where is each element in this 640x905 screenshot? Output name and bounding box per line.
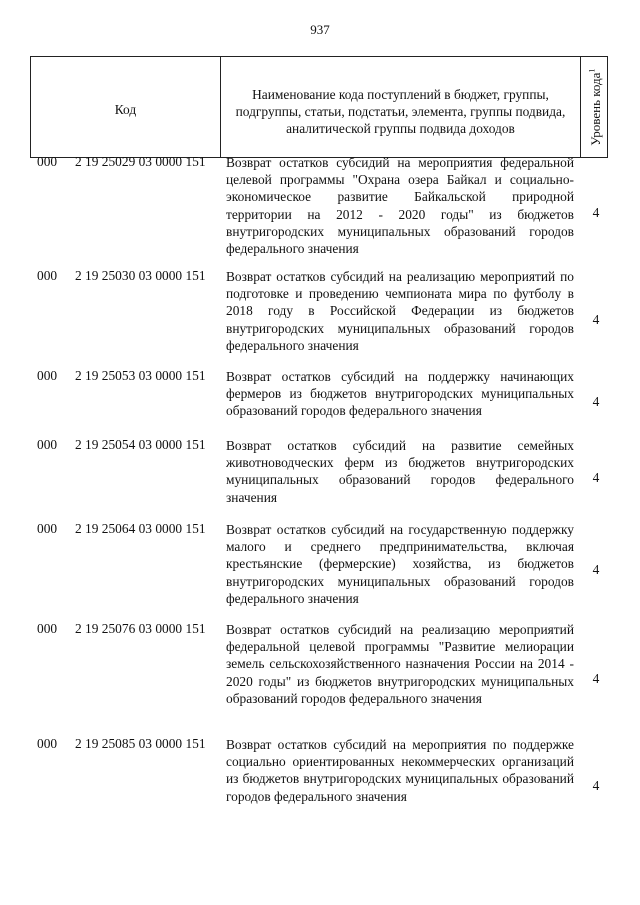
code-level: 4 [592, 671, 600, 686]
revenue-name: Возврат остатков субсидий на мероприятия по поддержке социально ориентированных некоммерческих организаций из бюджетов внутригородских муниципальных образований городов федерального значения [226, 737, 574, 804]
header-level-footnote: 1 [587, 68, 597, 73]
header-level-cell [582, 57, 609, 157]
revenue-name: Возврат остатков субсидий на государственную поддержку малого и среднего предпринимательства, включая крестьянские (фермерские) хозяйства, из бюджетов внутригородских муниципальных образований городов федерального значения [226, 522, 574, 606]
revenue-code: 2 19 25076 03 0000 151 [75, 621, 206, 636]
table-row [30, 621, 608, 717]
revenue-name: Возврат остатков субсидий на реализацию мероприятий по подготовке и проведению чемпионата мира по футболу в 2018 году в Российской Федерации из бюджетов внутригородских муниципальных образований городов федерального значения [226, 269, 574, 353]
admin-code: 000 [37, 268, 58, 283]
code-level: 4 [592, 470, 600, 485]
revenue-name: Возврат остатков субсидий на поддержку начинающих фермеров из бюджетов внутригородских муниципальных образований городов федерального значения [226, 369, 574, 419]
revenue-code: 2 19 25030 03 0000 151 [75, 268, 206, 283]
table-row [30, 521, 608, 606]
header-code: Код [31, 57, 221, 157]
revenue-code: 2 19 25053 03 0000 151 [75, 368, 206, 383]
revenue-code: 2 19 25064 03 0000 151 [75, 521, 206, 536]
revenue-name: Возврат остатков субсидий на мероприятия федеральной целевой программы "Охрана озера Байкал и социально-экономическое развитие Байкальской природной территории на 2012 - 2020 годы" из бюджетов внутригородских муниципальных образований городов федерального значения [226, 155, 574, 257]
table-row [30, 268, 608, 353]
table-row [30, 368, 608, 419]
revenue-code: 2 19 25054 03 0000 151 [75, 437, 206, 452]
admin-code: 000 [37, 521, 58, 536]
admin-code: 000 [37, 621, 58, 636]
table-header [30, 56, 608, 158]
admin-code: 000 [37, 736, 58, 751]
admin-code: 000 [37, 368, 58, 383]
revenue-name: Возврат остатков субсидий на реализацию мероприятий федеральной целевой программы "Развитие мелиорации земель сельскохозяйственного назначения России на 2014 - 2020 годы" из бюджетов внутригородских муниципальных образований городов федерального значения [226, 622, 574, 706]
code-level: 4 [592, 205, 600, 220]
table-row [30, 437, 608, 505]
revenue-code: 2 19 25029 03 0000 151 [75, 154, 206, 169]
header-name: Наименование кода поступлений в бюджет, группы, подгруппы, статьи, подстатьи, элемента, группы подвида, аналитической группы подвида доходов [221, 57, 581, 157]
table-row [30, 736, 608, 816]
code-level: 4 [592, 394, 600, 409]
admin-code: 000 [37, 437, 58, 452]
code-level: 4 [592, 778, 600, 793]
revenue-codes-table [30, 56, 608, 804]
table-row [30, 154, 608, 257]
revenue-name: Возврат остатков субсидий на развитие семейных животноводческих ферм из бюджетов внутригородских муниципальных образований городов федерального значения [226, 438, 574, 505]
code-level: 4 [592, 562, 600, 577]
page-number: 937 [310, 22, 330, 37]
code-level: 4 [592, 312, 600, 327]
revenue-code: 2 19 25085 03 0000 151 [75, 736, 206, 751]
header-level [587, 68, 603, 145]
admin-code: 000 [37, 154, 58, 169]
header-level-label: Уровень кода [587, 72, 603, 146]
